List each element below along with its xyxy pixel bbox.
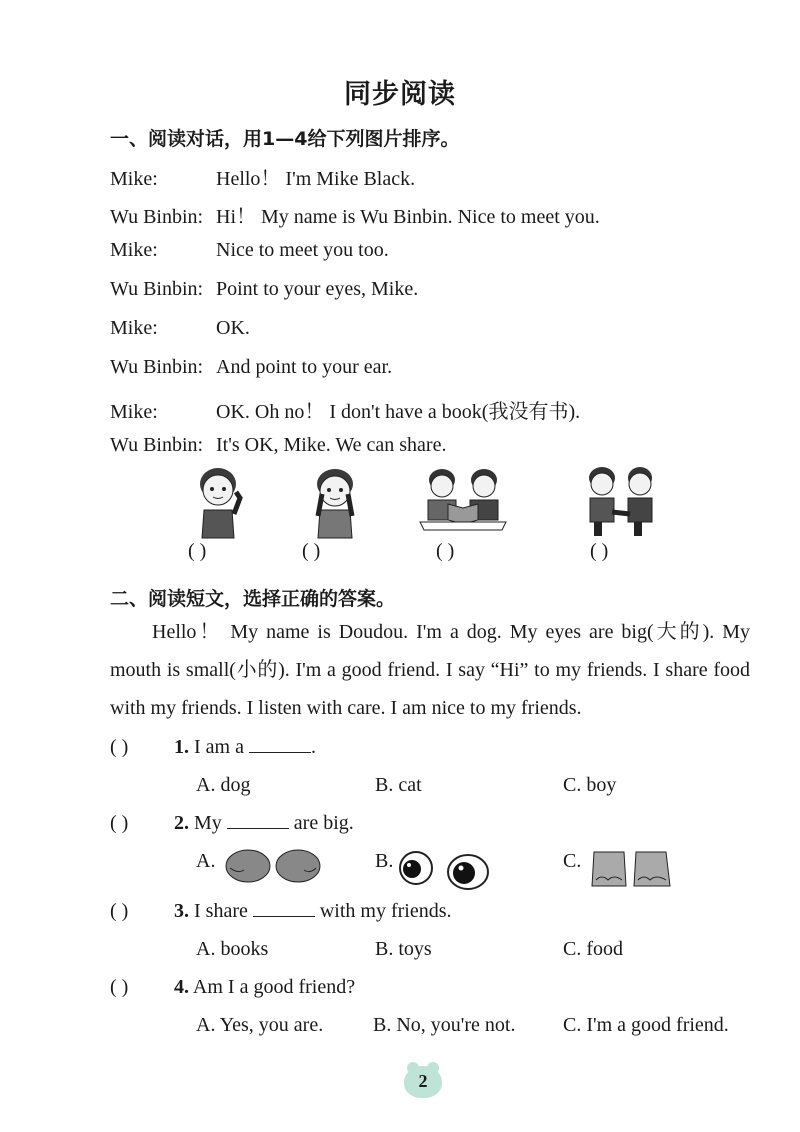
passage-text: Hello！ My name is Doudou. I'm a dog. My eyes are big(大的). My mouth is small(小的). I'm a good friend. I say “Hi” to my friends. I share food with my friends. I listen with care. I am nice to my friends. [110, 621, 750, 719]
utterance: Hi！ My name is Wu Binbin. Nice to meet you. [216, 206, 600, 228]
utterance: Nice to meet you too. [216, 239, 389, 261]
two-boys-handshake-image [584, 462, 656, 538]
question-text: Am I a good friend? [192, 976, 356, 998]
fill-blank [253, 900, 315, 917]
question-text: I am a [194, 736, 249, 758]
dialogue-line [110, 278, 418, 301]
eyes-image [398, 848, 494, 892]
option-a[interactable]: A. Yes, you are. [196, 1014, 324, 1036]
question-text: I share [194, 900, 253, 922]
dialogue-line [110, 434, 446, 457]
dialogue-line [110, 356, 392, 379]
utterance: Point to your eyes, Mike. [216, 278, 419, 300]
answer-paren[interactable]: ( ) [110, 812, 129, 834]
question-text-end: . [310, 736, 316, 758]
reading-passage [110, 613, 750, 727]
question-number: 2. [174, 812, 189, 834]
question-text-end: with my friends. [314, 900, 452, 922]
page-number: 2 [418, 1071, 428, 1091]
option-c[interactable]: C. boy [563, 774, 617, 796]
utterance: And point to your ear. [216, 356, 393, 378]
utterance: OK. Oh no！ I don't have a book(我没有书). [216, 401, 581, 423]
question-text: My [194, 812, 227, 834]
section-2-heading: 二、阅读短文，选择正确的答案。 [110, 588, 396, 610]
speaker: Mike: [110, 168, 158, 190]
option-a[interactable]: A. books [196, 938, 269, 960]
question-text-end: are big. [288, 812, 354, 834]
answer-paren[interactable]: ( ) [110, 976, 129, 998]
page-number-badge [404, 1066, 442, 1098]
speaker: Wu Binbin: [110, 206, 204, 228]
dialogue-line [110, 200, 600, 229]
section-1-heading: 一、阅读对话，用1—4给下列图片排序。 [110, 128, 460, 150]
utterance: It's OK, Mike. We can share. [216, 434, 447, 456]
speaker: Wu Binbin: [110, 434, 204, 456]
speaker: Mike: [110, 401, 158, 423]
dialogue-line [110, 239, 389, 262]
picture-answer-slot[interactable]: ( ) [188, 540, 207, 562]
page-title: 同步阅读 [344, 79, 456, 110]
speaker: Wu Binbin: [110, 356, 204, 378]
speaker: Mike: [110, 239, 158, 261]
option-a[interactable]: A. dog [196, 774, 251, 796]
paws-image [590, 848, 674, 890]
picture-answer-slot[interactable]: ( ) [436, 540, 455, 562]
speaker: Wu Binbin: [110, 278, 204, 300]
question-1 [174, 736, 316, 759]
dialogue-line [110, 162, 415, 191]
two-boys-share-book-image [418, 464, 508, 536]
option-b[interactable]: B. [375, 850, 394, 872]
option-b[interactable]: B. cat [375, 774, 422, 796]
question-number: 1. [174, 736, 189, 758]
option-b[interactable]: B. toys [375, 938, 432, 960]
question-number: 3. [174, 900, 189, 922]
option-c[interactable]: C. I'm a good friend. [563, 1014, 729, 1036]
ears-image [224, 846, 324, 886]
boy-point-eyes-image [308, 464, 362, 540]
boy-point-ear-image [190, 462, 250, 540]
question-number: 4. [174, 976, 189, 998]
utterance: Hello！ I'm Mike Black. [216, 168, 416, 190]
picture-answer-slot[interactable]: ( ) [590, 540, 609, 562]
option-a[interactable]: A. [196, 850, 216, 872]
option-c[interactable]: C. [563, 850, 582, 872]
picture-answer-slot[interactable]: ( ) [302, 540, 321, 562]
fill-blank [249, 736, 311, 753]
option-b[interactable]: B. No, you're not. [373, 1014, 516, 1036]
utterance: OK. [216, 317, 250, 339]
dialogue-line [110, 395, 580, 424]
answer-paren[interactable]: ( ) [110, 900, 129, 922]
question-3 [174, 900, 452, 923]
fill-blank [227, 812, 289, 829]
question-4 [174, 976, 355, 999]
answer-paren[interactable]: ( ) [110, 736, 129, 758]
question-2 [174, 812, 354, 835]
option-c[interactable]: C. food [563, 938, 623, 960]
dialogue-line [110, 317, 250, 340]
speaker: Mike: [110, 317, 158, 339]
